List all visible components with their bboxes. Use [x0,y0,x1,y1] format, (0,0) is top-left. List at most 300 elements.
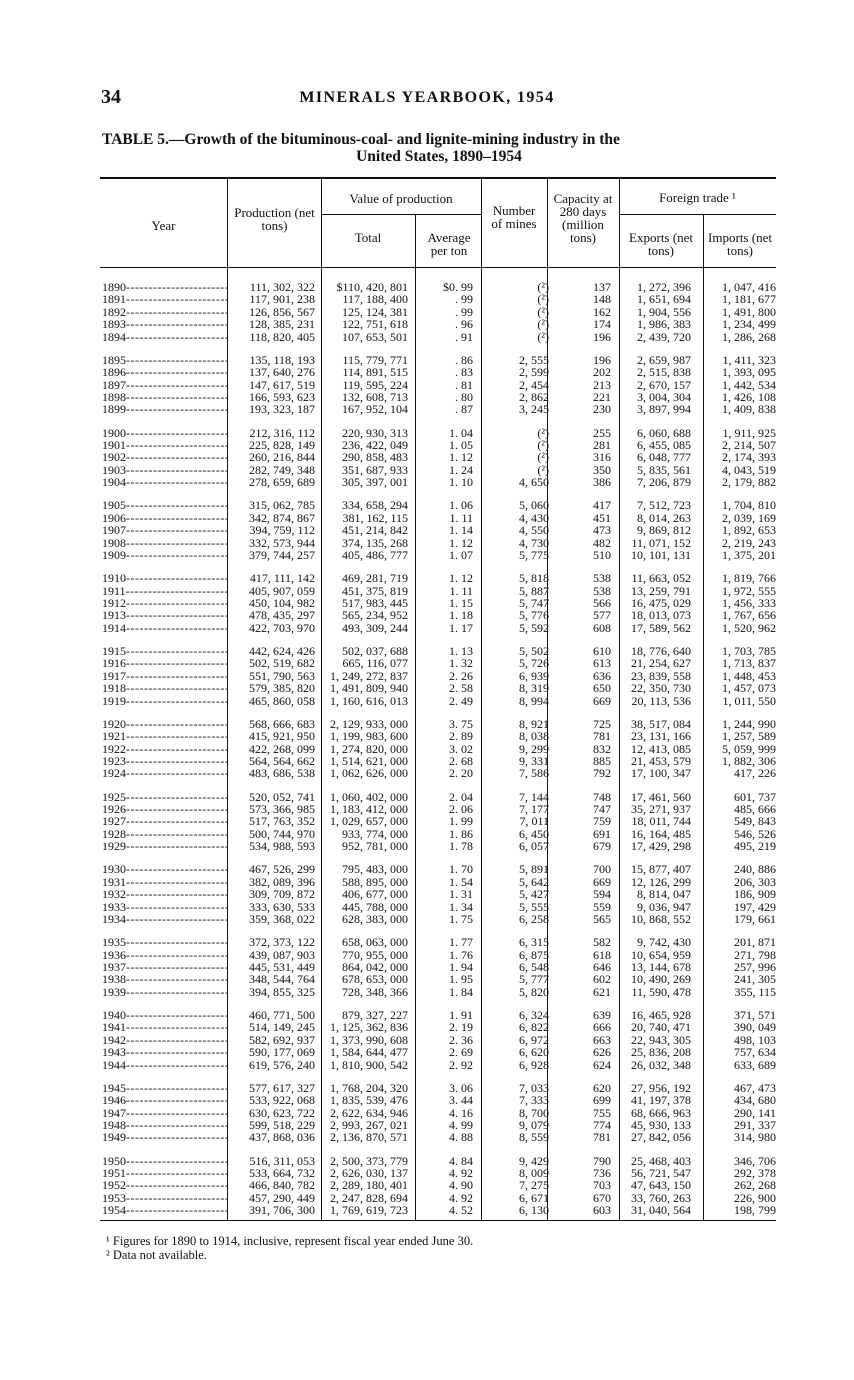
value-total-cell: 665, 116, 077 [342,656,408,671]
capacity-cell: 700 [593,862,611,877]
table-row [102,549,776,561]
exports-cell: 33, 760, 263 [631,1190,691,1205]
exports-cell: 2, 659, 987 [637,352,691,367]
value-average-cell: 2. 20 [449,766,473,781]
production-cell: 394, 855, 325 [249,984,315,999]
value-total-cell: 1, 160, 616, 013 [330,693,408,708]
page-number: 34 [101,86,121,108]
value-average-cell: . 91 [455,329,473,344]
mines-cell: (²) [537,462,549,477]
imports-cell: 498, 103 [734,1032,776,1047]
capacity-cell: 202 [593,365,611,380]
value-average-cell: 1. 77 [449,935,473,950]
year-cell: 1892 ----- [102,306,227,318]
capacity-cell: 781 [593,729,611,744]
value-total-cell: 864, 042, 000 [342,959,408,974]
value-total-cell: 236, 422, 049 [342,437,408,452]
value-total-cell: 125, 124, 381 [342,304,408,319]
exports-cell: 15, 877, 407 [631,862,691,877]
table-row [102,986,776,998]
production-cell: 568, 666, 683 [249,716,315,731]
production-cell: 147, 617, 519 [249,377,315,392]
table-row [102,572,776,584]
mines-cell: 6, 057 [519,839,549,854]
imports-cell: 2, 219, 243 [722,535,776,550]
capacity-cell: 636 [593,668,611,683]
production-cell: 382, 089, 396 [249,874,315,889]
year-cell: 1933 ----- [102,901,227,913]
value-total-cell: 1, 062, 626, 000 [330,766,408,781]
production-cell: 478, 435, 297 [249,608,315,623]
capacity-cell: 747 [593,801,611,816]
value-average-cell: 2. 92 [449,1057,473,1072]
value-average-cell: 1. 70 [449,862,473,877]
imports-cell: 417, 226 [734,766,776,781]
exports-cell: 17, 589, 562 [631,620,691,635]
header-number-of-mines: Number of mines [491,203,537,231]
imports-cell: 1, 442, 534 [722,377,776,392]
capacity-cell: 663 [593,1032,611,1047]
capacity-cell: 559 [593,899,611,914]
table-row [102,840,776,852]
production-cell: 309, 709, 872 [249,887,315,902]
year-cell: 1925 ----- [102,791,227,803]
header-value-average: Average per ton [427,230,471,258]
year-cell: 1903 ----- [102,464,227,476]
header-production: Production (net tons) [234,205,315,233]
value-total-cell: 658, 063, 000 [342,935,408,950]
exports-cell: 35, 271, 937 [631,801,691,816]
year-cell: 1919 ----- [102,695,227,707]
production-cell: 422, 268, 099 [249,741,315,756]
imports-cell: 495, 219 [734,839,776,854]
production-cell: 445, 531, 449 [249,959,315,974]
production-cell: 500, 744, 970 [249,826,315,841]
exports-cell: 13, 259, 791 [631,583,691,598]
year-cell: 1952 ----- [102,1179,227,1191]
row-group [102,1082,776,1144]
mines-cell: 5, 776 [519,608,549,623]
table-row [102,1046,776,1058]
mines-cell: 4, 650 [519,475,549,490]
exports-cell: 10, 654, 959 [631,947,691,962]
imports-cell: 1, 892, 653 [722,523,776,538]
exports-cell: 1, 904, 556 [637,304,691,319]
value-average-cell: 1. 05 [449,437,473,452]
exports-cell: 1, 986, 383 [637,317,691,332]
imports-cell: 1, 181, 677 [722,292,776,307]
year-cell: 1912 ----- [102,597,227,609]
table-row [102,973,776,985]
value-average-cell: $0. 99 [443,280,473,294]
capacity-cell: 608 [593,620,611,635]
production-cell: 282, 749, 348 [249,462,315,477]
mines-cell: (²) [537,304,549,319]
imports-cell: 633, 689 [734,1057,776,1072]
value-total-cell: 167, 952, 104 [342,402,408,417]
exports-cell: 41, 197, 378 [631,1093,691,1108]
value-average-cell: 1. 15 [449,595,473,610]
row-group [102,1155,776,1217]
year-cell: 1901 ----- [102,439,227,451]
production-cell: 520, 052, 741 [249,789,315,804]
value-average-cell: 1. 91 [449,1007,473,1022]
value-total-cell: 770, 955, 000 [342,947,408,962]
capacity-cell: 670 [593,1190,611,1205]
table-row [102,767,776,779]
capacity-cell: 196 [593,329,611,344]
capacity-cell: 792 [593,766,611,781]
mines-cell: 6, 875 [519,947,549,962]
imports-cell: 1, 286, 268 [722,329,776,344]
capacity-cell: 538 [593,571,611,586]
mines-cell: (²) [537,329,549,344]
value-total-cell: 114, 891, 515 [342,365,408,380]
year-cell: 1949 ----- [102,1131,227,1143]
value-total-cell: 2, 129, 933, 000 [330,716,408,731]
table-row [102,815,776,827]
mines-cell: 2, 599 [519,365,549,380]
value-total-cell: 115, 779, 771 [342,352,408,367]
production-cell: 590, 177, 069 [249,1045,315,1060]
mines-cell: (²) [537,292,549,307]
header-value-of-production: Value of production [349,191,453,206]
value-average-cell: 4. 90 [449,1178,473,1193]
imports-cell: 290, 141 [734,1105,776,1120]
value-total-cell: 119, 595, 224 [342,377,408,392]
value-total-cell: 406, 677, 000 [342,887,408,902]
header-bottom-rule [100,267,776,268]
capacity-cell: 510 [593,547,611,562]
production-cell: 394, 759, 112 [249,523,315,538]
mines-cell: (²) [537,317,549,332]
value-total-cell: $110, 420, 801 [336,280,408,294]
year-cell: 1899 ----- [102,403,227,415]
capacity-cell: 618 [593,947,611,962]
year-cell: 1902 ----- [102,451,227,463]
value-total-cell: 628, 383, 000 [342,911,408,926]
value-average-cell: 1. 76 [449,947,473,962]
mines-cell: 7, 275 [519,1178,549,1193]
mines-cell: 6, 548 [519,959,549,974]
capacity-cell: 577 [593,608,611,623]
exports-cell: 22, 943, 305 [631,1032,691,1047]
mines-cell: (²) [537,450,549,465]
production-cell: 417, 111, 142 [249,571,315,586]
imports-cell: 5, 059, 999 [722,741,776,756]
mines-cell: 8, 319 [519,681,549,696]
value-total-cell: 1, 125, 362, 836 [330,1020,408,1035]
year-cell: 1943 ----- [102,1046,227,1058]
imports-cell: 2, 174, 393 [722,450,776,465]
value-total-cell: 678, 653, 000 [342,972,408,987]
mines-cell: 9, 429 [519,1153,549,1168]
value-average-cell: 1. 18 [449,608,473,623]
value-average-cell: 1. 95 [449,972,473,987]
table-row [102,403,776,415]
imports-cell: 1, 972, 555 [722,583,776,598]
production-cell: 439, 087, 903 [249,947,315,962]
capacity-cell: 832 [593,741,611,756]
exports-cell: 16, 164, 485 [631,826,691,841]
value-average-cell: 2. 26 [449,668,473,683]
exports-cell: 10, 868, 552 [631,911,691,926]
production-cell: 619, 576, 240 [249,1057,315,1072]
capacity-cell: 650 [593,681,611,696]
year-cell: 1911 ----- [102,585,227,597]
mines-cell: 4, 430 [519,510,549,525]
production-cell: 225, 828, 149 [249,437,315,452]
mines-cell: 5, 818 [519,571,549,586]
exports-cell: 18, 011, 744 [631,814,691,829]
production-cell: 457, 290, 449 [249,1190,315,1205]
table-row [102,451,776,463]
row-group [102,427,776,489]
mines-cell: 6, 671 [519,1190,549,1205]
production-cell: 534, 988, 593 [249,839,315,854]
imports-cell: 2, 179, 882 [722,475,776,490]
value-average-cell: 4. 52 [449,1203,473,1218]
mines-cell: 5, 427 [519,887,549,902]
production-cell: 582, 692, 937 [249,1032,315,1047]
exports-cell: 11, 590, 478 [631,984,691,999]
capacity-cell: 316 [593,450,611,465]
imports-cell: 346, 706 [734,1153,776,1168]
capacity-cell: 621 [593,984,611,999]
production-cell: 551, 790, 563 [249,668,315,683]
year-cell: 1946 ----- [102,1094,227,1106]
value-average-cell: 1. 31 [449,887,473,902]
value-total-cell: 1, 249, 272, 837 [330,668,408,683]
header-capacity: Capacity at 280 days (million tons) [553,191,613,245]
row-group [102,863,776,925]
capacity-cell: 774 [593,1117,611,1132]
production-cell: 460, 771, 500 [249,1007,315,1022]
capacity-cell: 281 [593,437,611,452]
year-cell: 1944 ----- [102,1059,227,1071]
value-total-cell: 1, 029, 657, 000 [330,814,408,829]
value-total-cell: 451, 214, 842 [342,523,408,538]
mines-cell: 5, 726 [519,656,549,671]
mines-cell: 6, 130 [519,1203,549,1218]
value-average-cell: 1. 24 [449,462,473,477]
imports-cell: 2, 039, 169 [722,510,776,525]
mines-cell: 4, 550 [519,523,549,538]
table-row [102,682,776,694]
imports-cell: 467, 473 [734,1080,776,1095]
value-average-cell: 2. 49 [449,693,473,708]
value-total-cell: 405, 486, 777 [342,547,408,562]
capacity-cell: 610 [593,643,611,658]
value-total-cell: 107, 653, 501 [342,329,408,344]
year-cell: 1950 ----- [102,1155,227,1167]
exports-cell: 6, 048, 777 [637,450,691,465]
production-cell: 415, 921, 950 [249,729,315,744]
imports-cell: 1, 520, 962 [722,620,776,635]
exports-cell: 47, 643, 150 [631,1178,691,1193]
value-average-cell: 1. 10 [449,475,473,490]
value-total-cell: 469, 281, 719 [342,571,408,586]
exports-cell: 2, 670, 157 [637,377,691,392]
capacity-cell: 759 [593,814,611,829]
table-row [102,1204,776,1216]
mines-cell: 5, 592 [519,620,549,635]
imports-cell: 241, 305 [734,972,776,987]
imports-cell: 1, 491, 800 [722,304,776,319]
mines-cell: 2, 555 [519,352,549,367]
capacity-cell: 646 [593,959,611,974]
mines-cell: 8, 700 [519,1105,549,1120]
table-row [102,863,776,875]
exports-cell: 16, 465, 928 [631,1007,691,1022]
table-row [102,609,776,621]
table-row [102,730,776,742]
exports-cell: 27, 956, 192 [631,1080,691,1095]
production-cell: 342, 874, 867 [249,510,315,525]
capacity-cell: 620 [593,1080,611,1095]
year-cell: 1941 ----- [102,1021,227,1033]
exports-cell: 21, 254, 627 [631,656,691,671]
exports-cell: 56, 721, 547 [631,1165,691,1180]
value-average-cell: 2. 06 [449,801,473,816]
value-total-cell: 451, 375, 819 [342,583,408,598]
value-total-cell: 1, 274, 820, 000 [330,741,408,756]
value-average-cell: . 80 [455,389,473,404]
imports-cell: 262, 268 [734,1178,776,1193]
year-cell: 1894 ----- [102,331,227,343]
imports-cell: 314, 980 [734,1130,776,1145]
production-cell: 564, 564, 662 [249,753,315,768]
year-cell: 1895 ----- [102,354,227,366]
capacity-cell: 639 [593,1007,611,1022]
capacity-cell: 386 [593,475,611,490]
mines-cell: 6, 324 [519,1007,549,1022]
value-total-cell: 1, 810, 900, 542 [330,1057,408,1072]
production-cell: 405, 907, 059 [249,583,315,598]
value-average-cell: 1. 14 [449,523,473,538]
imports-cell: 1, 911, 925 [722,425,776,440]
imports-cell: 1, 375, 201 [722,547,776,562]
capacity-cell: 137 [593,280,611,294]
capacity-cell: 451 [593,510,611,525]
imports-cell: 226, 900 [734,1190,776,1205]
value-average-cell: 2. 68 [449,753,473,768]
value-average-cell: 2. 19 [449,1020,473,1035]
value-average-cell: . 96 [455,317,473,332]
exports-cell: 7, 206, 879 [637,475,691,490]
year-cell: 1932 ----- [102,888,227,900]
production-cell: 466, 840, 782 [249,1178,315,1193]
imports-cell: 485, 666 [734,801,776,816]
production-cell: 212, 316, 112 [249,425,315,440]
value-total-cell: 2, 993, 267, 021 [330,1117,408,1132]
capacity-cell: 781 [593,1130,611,1145]
imports-cell: 4, 043, 519 [722,462,776,477]
imports-cell: 1, 703, 785 [722,643,776,658]
exports-cell: 10, 101, 131 [631,547,691,562]
mines-cell: 5, 887 [519,583,549,598]
exports-cell: 20, 113, 536 [631,693,691,708]
imports-cell: 1, 393, 095 [722,365,776,380]
exports-cell: 68, 666, 963 [631,1105,691,1120]
value-average-cell: 4. 84 [449,1153,473,1168]
production-cell: 533, 664, 732 [249,1165,315,1180]
year-cell: 1921 ----- [102,730,227,742]
capacity-cell: 669 [593,693,611,708]
capacity-cell: 699 [593,1093,611,1108]
value-average-cell: 1. 17 [449,620,473,635]
exports-cell: 7, 512, 723 [637,498,691,513]
capacity-cell: 350 [593,462,611,477]
year-cell: 1951 ----- [102,1167,227,1179]
mines-cell: 5, 777 [519,972,549,987]
year-cell: 1930 ----- [102,863,227,875]
year-cell: 1929 ----- [102,840,227,852]
header-value-total: Total [354,230,382,245]
year-cell: 1923 ----- [102,755,227,767]
capacity-cell: 755 [593,1105,611,1120]
value-total-cell: 795, 483, 000 [342,862,408,877]
exports-cell: 9, 742, 430 [637,935,691,950]
value-total-cell: 1, 199, 983, 600 [330,729,408,744]
capacity-cell: 703 [593,1178,611,1193]
imports-cell: 549, 843 [734,814,776,829]
mines-cell: 6, 450 [519,826,549,841]
year-cell: 1920 ----- [102,718,227,730]
imports-cell: 2, 214, 507 [722,437,776,452]
imports-cell: 355, 115 [734,984,776,999]
capacity-cell: 473 [593,523,611,538]
value-total-cell: 290, 858, 483 [342,450,408,465]
table-row [102,622,776,634]
year-cell: 1954 ----- [102,1204,227,1216]
capacity-cell: 196 [593,352,611,367]
exports-cell: 8, 014, 263 [637,510,691,525]
exports-cell: 9, 036, 947 [637,899,691,914]
production-cell: 193, 323, 187 [249,402,315,417]
year-cell: 1939 ----- [102,986,227,998]
exports-cell: 6, 455, 085 [637,437,691,452]
year-cell: 1916 ----- [102,657,227,669]
table-row [102,1131,776,1143]
exports-cell: 16, 475, 029 [631,595,691,610]
year-cell: 1893 ----- [102,318,227,330]
production-cell: 573, 366, 985 [249,801,315,816]
value-average-cell: 2. 58 [449,681,473,696]
value-total-cell: 2, 289, 180, 401 [330,1178,408,1193]
year-cell: 1928 ----- [102,828,227,840]
mines-cell: 7, 011 [519,814,549,829]
exports-cell: 6, 060, 688 [637,425,691,440]
year-cell: 1910 ----- [102,572,227,584]
capacity-cell: 565 [593,911,611,926]
mines-cell: 7, 144 [519,789,549,804]
mines-cell: 9, 331 [519,753,549,768]
mines-cell: 6, 258 [519,911,549,926]
mines-cell: 8, 009 [519,1165,549,1180]
capacity-cell: 582 [593,935,611,950]
value-total-cell: 2, 626, 030, 137 [330,1165,408,1180]
capacity-cell: 148 [593,292,611,307]
exports-cell: 23, 131, 166 [631,729,691,744]
exports-cell: 17, 429, 298 [631,839,691,854]
exports-cell: 1, 651, 694 [637,292,691,307]
row-group [102,718,776,780]
exports-cell: 1, 272, 396 [637,280,691,294]
production-cell: 111, 302, 322 [249,280,315,294]
header-imports: Imports (net tons) [708,230,772,258]
imports-cell: 206, 303 [734,874,776,889]
